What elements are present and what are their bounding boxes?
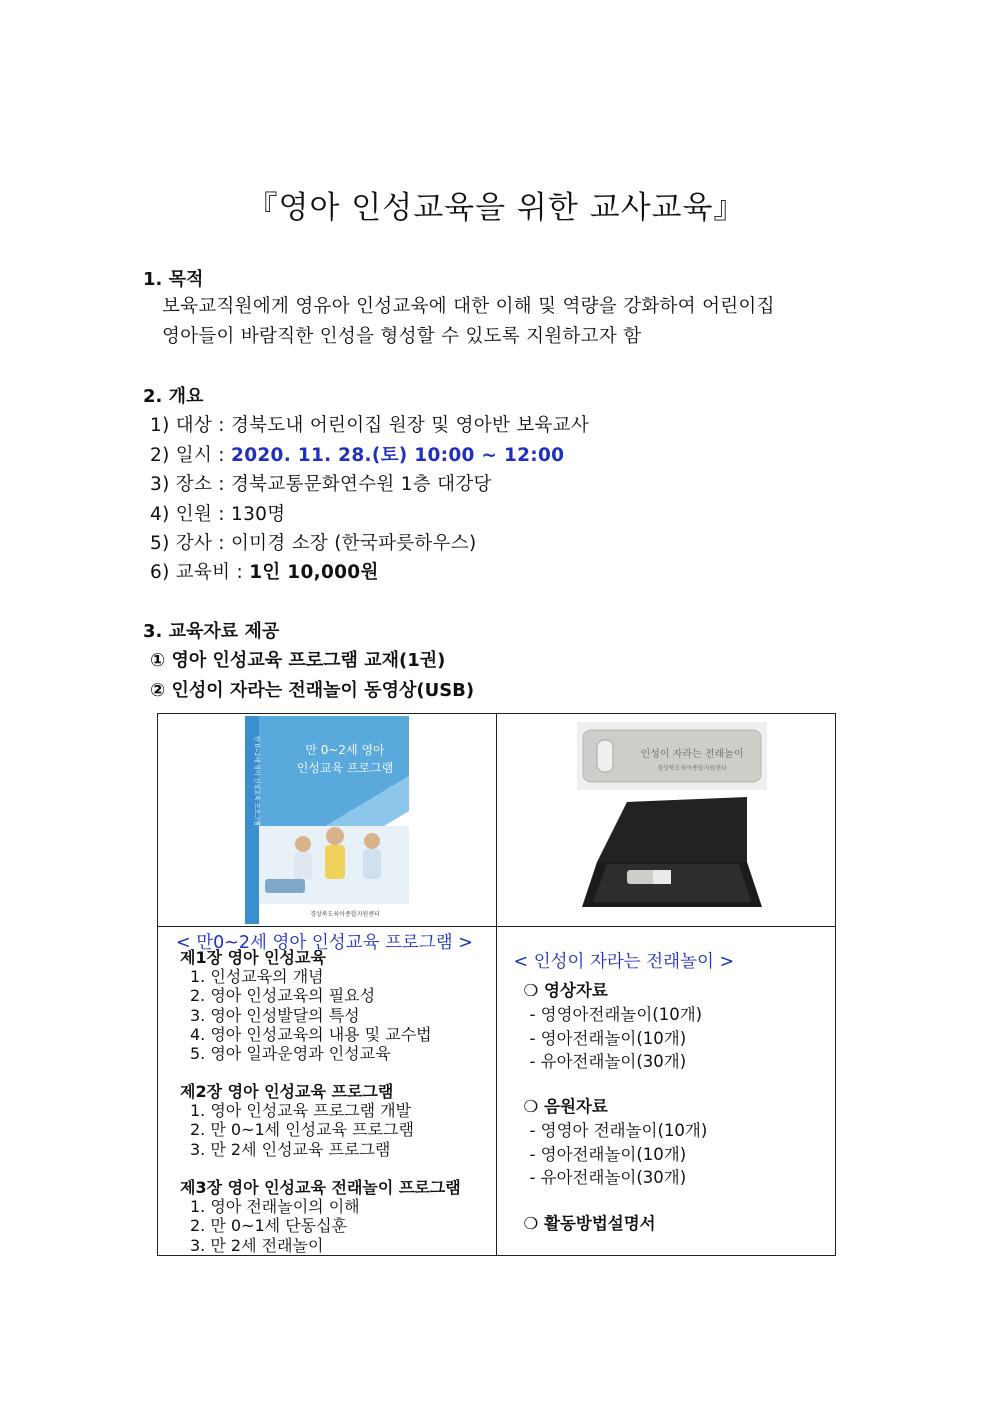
group-audio-title (523, 1095, 607, 1119)
book-cover-title-1: 만 0~2세 영아 (305, 743, 385, 757)
list-item: 3. 만 2세 인성교육 프로그램 (190, 1139, 391, 1159)
item-label: 4) 인원 : (150, 504, 232, 525)
item-label: 5) 강사 : (150, 533, 232, 554)
overview-item-fee (150, 558, 379, 584)
item-value: 1인 10,000원 (249, 562, 379, 583)
overview-item-lecturer (150, 529, 476, 555)
purpose-line-1: 보육교직원에게 영유아 인성교육에 대한 이해 및 역량을 강화하여 어린이집 (162, 296, 775, 317)
list-item: 1. 인성교육의 개념 (190, 967, 324, 986)
book-cover-spine: 만 0~2세 영아 인성교육 프로그램 (253, 736, 260, 826)
document-title: 『영아 인성교육을 위한 교사교육』 (246, 190, 746, 226)
item-label: 2) 일시 : (150, 445, 232, 466)
bullet-icon: ❍ (523, 981, 539, 1000)
usb-engraving-sub: 경상북도육아종합지원센터 (657, 765, 728, 772)
book-cover-publisher: 경상북도육아종합지원센터 (310, 911, 380, 918)
materials-table (157, 713, 836, 1256)
list-item: 2. 만 0~1세 단동십훈 (190, 1216, 348, 1236)
list-item: 4. 영아 인성교육의 내용 및 교수법 (190, 1024, 432, 1044)
book-cover-title-2: 인성교육 프로그램 (296, 761, 394, 775)
overview-item-date (150, 441, 564, 467)
bullet-icon: ❍ (523, 1097, 539, 1116)
book-contents-cell (158, 927, 497, 1256)
chapter-2-title: 제2장 영아 인성교육 프로그램 (180, 1082, 394, 1101)
list-item: 2. 만 0~1세 인성교육 프로그램 (190, 1120, 414, 1140)
chapter-3-list (190, 1197, 360, 1255)
list-item: 1. 영아 전래놀이의 이해 (190, 1197, 360, 1216)
overview-item-place (150, 470, 492, 496)
group-title: 음원자료 (544, 1097, 608, 1116)
list-item: 5. 영아 일과운영과 인성교육 (190, 1044, 391, 1064)
section-1-heading: 1. 목적 (143, 269, 204, 290)
list-item: 2. 영아 인성교육의 필요성 (190, 986, 376, 1006)
chapter-1-title: 제1장 영아 인성교육 (180, 948, 326, 967)
usb-stick-image (577, 722, 767, 790)
list-item: 3. 만 2세 전래놀이 (190, 1235, 324, 1255)
item-label: 6) 교육비 : (150, 562, 250, 583)
list-item: - 영아전래놀이(10개) (529, 1028, 687, 1048)
list-item: - 유아전래놀이(30개) (529, 1168, 687, 1188)
item-label: 1) 대상 : (150, 415, 232, 436)
item-value: 2020. 11. 28.(토) 10:00 ~ 12:00 (231, 445, 565, 466)
list-item: 1. 영아 인성교육 프로그램 개발 (190, 1101, 412, 1120)
purpose-line-2: 영아들이 바람직한 인성을 형성할 수 있도록 지원하고자 함 (162, 326, 642, 347)
book-cover-image (245, 716, 409, 924)
section-2-heading: 2. 개요 (143, 386, 204, 407)
book-caption: < 만0~2세 영아 인성교육 프로그램 > (176, 933, 473, 953)
chapter-1-list (190, 967, 432, 1063)
usb-contents-cell (497, 927, 836, 1256)
item-value: 130명 (231, 504, 286, 525)
bullet-icon: ❍ (523, 1214, 539, 1233)
chapter-3-title: 제3장 영아 인성교육 전래놀이 프로그램 (180, 1178, 461, 1197)
group-title: 영상자료 (544, 981, 608, 1000)
usb-image-cell (497, 714, 836, 927)
usb-engraving: 인성이 자라는 전래놀이 (641, 749, 744, 760)
overview-item-count (150, 500, 285, 526)
group-video-list (529, 1003, 702, 1074)
group-title: 활동방법설명서 (544, 1214, 656, 1233)
list-item: - 영영아 전래놀이(10개) (529, 1121, 708, 1140)
section-3-heading: 3. 교육자료 제공 (143, 621, 280, 642)
chapter-2-list (190, 1101, 414, 1159)
list-item: - 영영아전래놀이(10개) (529, 1005, 703, 1024)
list-item: - 유아전래놀이(30개) (529, 1052, 687, 1072)
material-item-usb: ② 인성이 자라는 전래놀이 동영상(USB) (150, 680, 475, 701)
group-audio-list (529, 1119, 707, 1190)
group-guide-title (523, 1212, 655, 1236)
usb-case-image (567, 792, 767, 922)
group-video-title (523, 979, 607, 1003)
list-item: - 영아전래놀이(10개) (529, 1144, 687, 1164)
usb-caption: < 인성이 자라는 전래놀이 > (513, 952, 735, 972)
item-value: 이미경 소장 (한국파릇하우스) (231, 533, 477, 554)
item-value: 경북도내 어린이집 원장 및 영아반 보육교사 (231, 415, 589, 436)
book-image-cell (158, 714, 497, 927)
material-item-book: ① 영아 인성교육 프로그램 교재(1권) (150, 650, 446, 671)
item-label: 3) 장소 : (150, 474, 232, 495)
overview-item-target (150, 411, 589, 437)
item-value: 경북교통문화연수원 1층 대강당 (231, 474, 492, 495)
list-item: 3. 영아 인성발달의 특성 (190, 1005, 360, 1025)
